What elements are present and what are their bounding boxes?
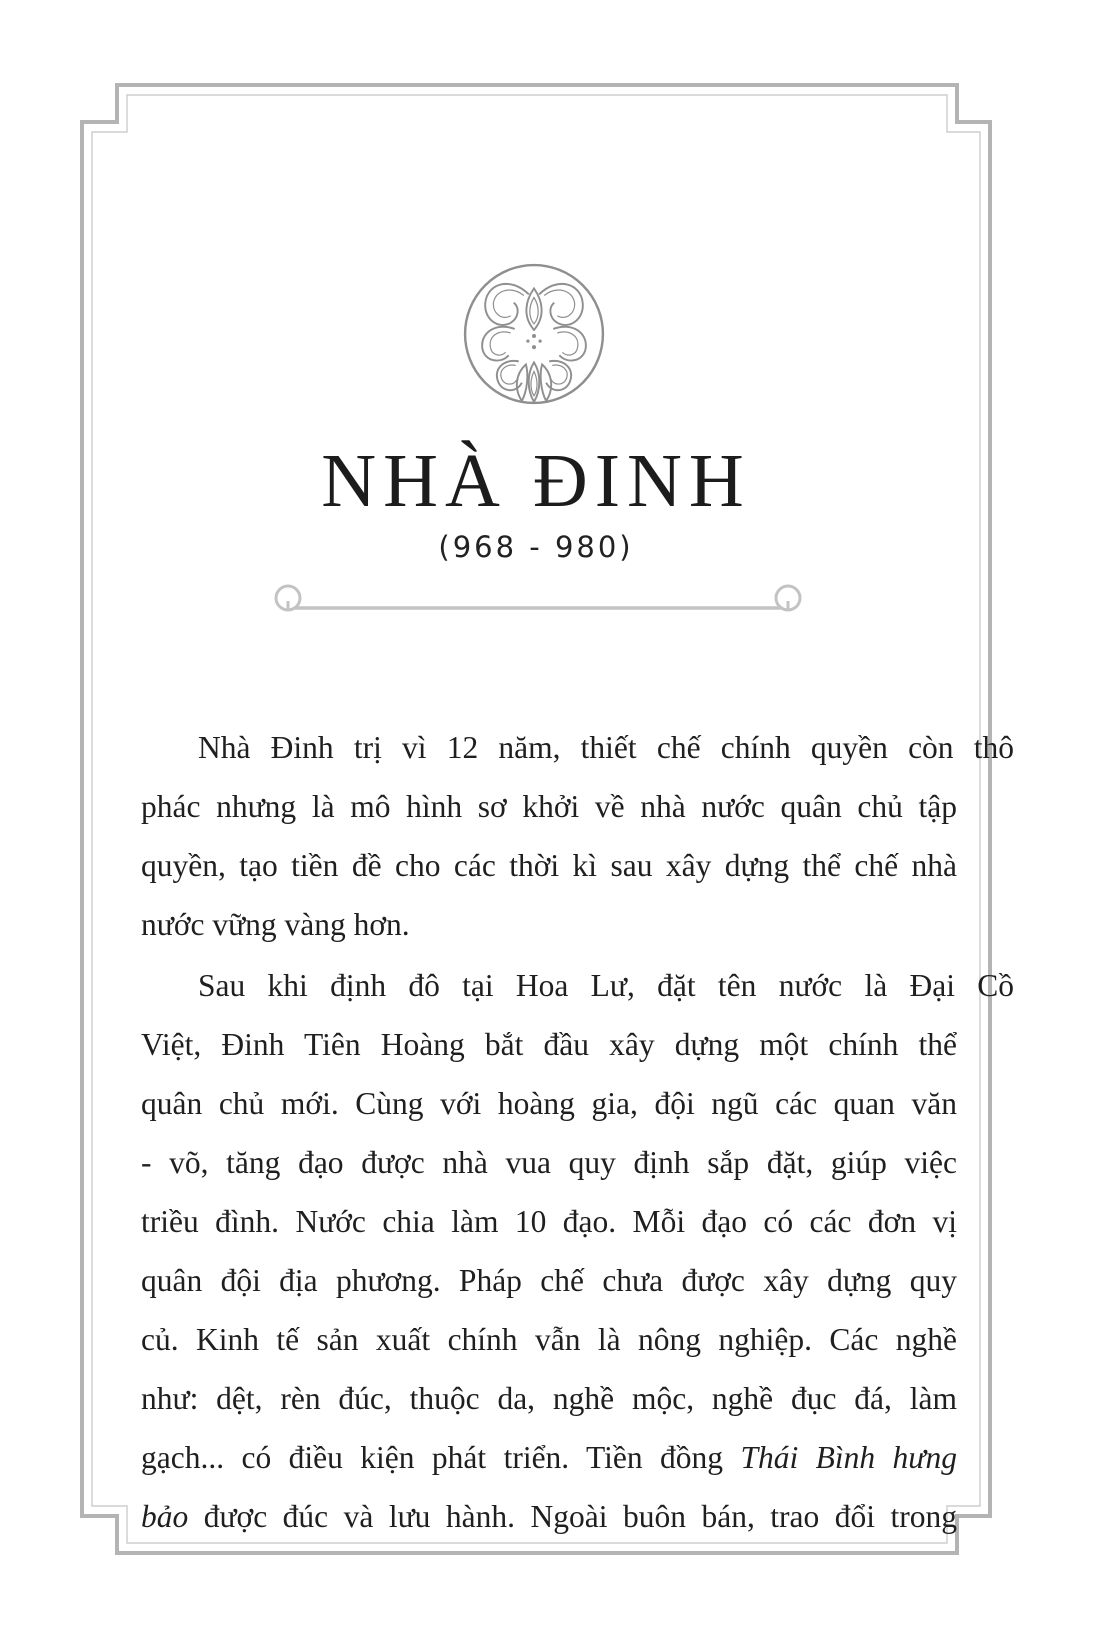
text-line: gạch... có điều kiện phát triển. Tiền đồng Thái Bình hưng	[141, 1440, 957, 1475]
paragraph	[141, 956, 1014, 1546]
paragraph	[141, 718, 1014, 954]
text-line: Việt, Đinh Tiên Hoàng bắt đầu xây dựng một chính thể	[141, 1027, 957, 1062]
text-line: quyền, tạo tiền đề cho các thời kì sau xây dựng thể chế nhà	[141, 848, 957, 883]
title-divider	[268, 584, 808, 620]
text-line: như: dệt, rèn đúc, thuộc da, nghề mộc, nghề đục đá, làm	[141, 1381, 957, 1416]
text-line: phác nhưng là mô hình sơ khởi về nhà nước quân chủ tập	[141, 789, 957, 824]
chapter-years: (968 - 980)	[438, 530, 634, 564]
text-line: triều đình. Nước chia làm 10 đạo. Mỗi đạo có các đơn vị	[141, 1204, 957, 1239]
text-line: Nhà Đinh trị vì 12 năm, thiết chế chính quyền còn thô	[198, 730, 1014, 765]
chapter-title: NHÀ ĐINH	[321, 439, 751, 523]
text-line: quân chủ mới. Cùng với hoàng gia, đội ngũ các quan văn	[141, 1086, 957, 1121]
text-line: - võ, tăng đạo được nhà vua quy định sắp đặt, giúp việc	[141, 1145, 957, 1180]
body-text	[141, 718, 1014, 1546]
text-line: quân đội địa phương. Pháp chế chưa được xây dựng quy	[141, 1263, 957, 1298]
lotus-medallion-icon	[460, 260, 608, 408]
text-line: củ. Kinh tế sản xuất chính vẫn là nông nghiệp. Các nghề	[141, 1322, 957, 1357]
text-line: Sau khi định đô tại Hoa Lư, đặt tên nước là Đại Cồ	[198, 968, 1014, 1003]
text-line: bảo được đúc và lưu hành. Ngoài buôn bán, trao đổi trong	[141, 1499, 957, 1534]
text-line: nước vững vàng hơn.	[141, 907, 410, 942]
